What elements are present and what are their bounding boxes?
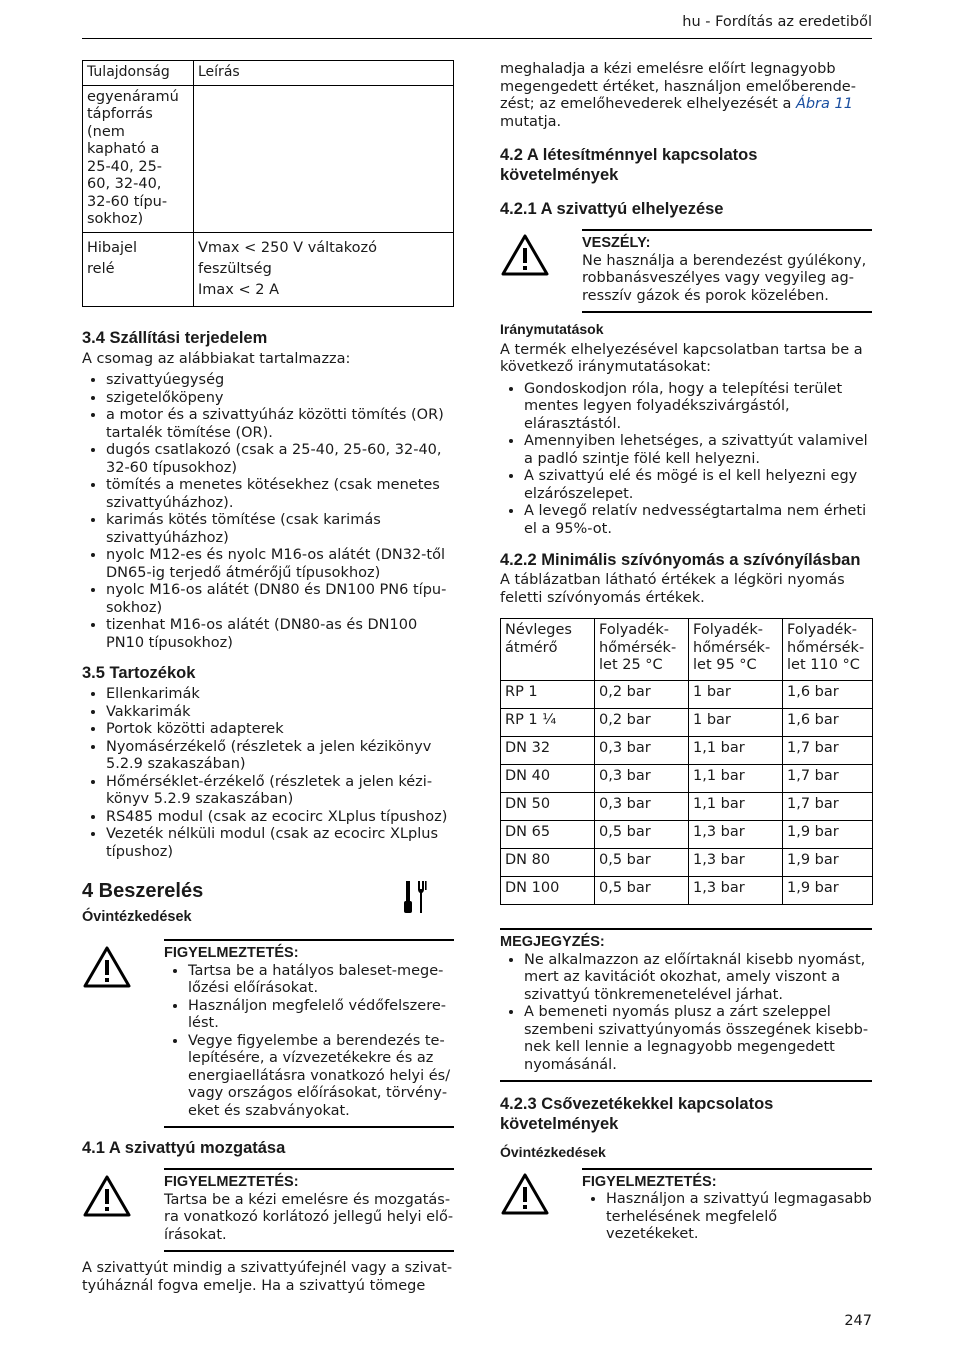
section-4-header <box>82 879 454 939</box>
table-cell: RP 1 ¼ <box>501 709 595 737</box>
table-cell: 1,3 bar <box>689 821 783 849</box>
page-number: 247 <box>844 1313 872 1329</box>
list-item: • Tartsa be a hatályos baleset-megelőzési előírásokat. <box>188 963 454 998</box>
list-item: • Gondoskodjon róla, hogy a telepítési terület mentes legyen folyadékszivárgástól, elárasztástól. <box>524 381 872 434</box>
table-cell: RP 1 <box>501 681 595 709</box>
list-item: • szigetelőköpeny <box>106 390 454 408</box>
header-text: hu - Fordítás az eredetiből <box>682 14 872 30</box>
warning-title: FIGYELMEZTETÉS: <box>164 1174 299 1190</box>
table-header: Folyadékhőmérséklet 95 °C <box>689 619 783 681</box>
table-row <box>501 765 873 793</box>
table-header: Folyadékhőmérséklet 25 °C <box>595 619 689 681</box>
page-header <box>82 14 872 39</box>
list-item: • Amennyiben lehetséges, a szivattyút valamivel a padló szintje fölé kell helyezni. <box>524 433 872 468</box>
cell-line: Imax < 2 A <box>198 281 279 298</box>
table-cell: 0,5 bar <box>595 821 689 849</box>
table-row <box>501 709 873 737</box>
cell-line: Hibajel <box>87 239 137 256</box>
table-cell: 0,3 bar <box>595 793 689 821</box>
note-title: MEGJEGYZÉS: <box>500 934 605 950</box>
table-cell: 0,3 bar <box>595 765 689 793</box>
list-item: • RS485 modul (csak az ecocirc XLplus típushoz) <box>106 809 454 827</box>
table-cell: 1,7 bar <box>783 793 873 821</box>
table-cell: 1,6 bar <box>783 681 873 709</box>
paragraph: A táblázatban látható értékek a légköri nyomás feletti szívónyomás értékek. <box>500 572 845 606</box>
list-item: • karimás kötés tömítése (csak karimás szivattyúházhoz) <box>106 512 454 547</box>
table-cell: egyenáramú tápforrás (nem kapható a 25-40, 25-60, 32-40, 32-60 típusokhoz) <box>83 85 194 232</box>
note-list <box>500 952 872 1075</box>
paragraph-text: meghaladja a kézi emelésre előírt legnagyobb megengedett értéket, használjon emelőberendezést; az emelőhevederek elhelyezését a <box>500 61 856 112</box>
danger-text: Ne használja a berendezést gyúlékony, robbanásveszélyes vagy vegyileg agresszív gázok és porok közelében. <box>582 252 867 304</box>
guidelines-heading: Iránymutatások <box>500 321 604 337</box>
tools-icon <box>402 879 430 915</box>
precautions-heading: Óvintézkedések <box>500 1144 606 1160</box>
table-row <box>501 849 873 877</box>
table-cell: DN 100 <box>501 877 595 905</box>
table-cell: 1,3 bar <box>689 877 783 905</box>
pressure-table-body <box>501 681 873 905</box>
pressure-table <box>500 618 873 905</box>
note-box <box>500 928 872 1082</box>
list-item: • Hőmérséklet-érzékelő (részletek a jelen kézikönyv 5.2.9 szakaszában) <box>106 774 454 809</box>
section-title-4-2-1: 4.2.1 A szivattyú elhelyezése <box>500 200 724 218</box>
list-item: • Ne alkalmazzon az előírtaknál kisebb nyomást, mert az kavitációt okozhat, amely viszont a szivattyú tönkremenetelével járhat. <box>524 952 872 1005</box>
paragraph-text: mutatja. <box>500 113 562 130</box>
warning-title: FIGYELMEZTETÉS: <box>164 945 299 961</box>
list-item: • tömítés a menetes kötésekhez (csak menetes szivattyúházhoz). <box>106 477 454 512</box>
table-cell: 0,3 bar <box>595 737 689 765</box>
table-row <box>501 681 873 709</box>
warning-body <box>164 939 454 1128</box>
right-column <box>500 61 872 1250</box>
list-item: • Portok közötti adapterek <box>106 721 454 739</box>
table-cell <box>83 232 194 306</box>
warning-body <box>164 1168 454 1252</box>
list-item: • Vezeték nélküli modul (csak az ecocirc XLplus típushoz) <box>106 826 454 861</box>
table-cell: DN 50 <box>501 793 595 821</box>
danger-box <box>500 229 872 313</box>
warning-title: FIGYELMEZTETÉS: <box>582 1173 717 1190</box>
warning-box <box>82 939 454 1128</box>
table-cell: 1,1 bar <box>689 737 783 765</box>
warning-icon <box>82 1174 132 1218</box>
table-row <box>501 793 873 821</box>
section-title-4: 4 Beszerelés <box>82 880 204 902</box>
table-cell: DN 40 <box>501 765 595 793</box>
table-cell: 1,7 bar <box>783 765 873 793</box>
list-item: • A bemeneti nyomás plusz a zárt szeleppel szembeni szivattyúnyomás összegének kisebbnek kell lennie a legnagyobb megengedett nyomásánál. <box>524 1004 872 1074</box>
section-title-4-1: 4.1 A szivattyú mozgatása <box>82 1139 286 1157</box>
table-cell: 1,7 bar <box>783 737 873 765</box>
list-item: • A szivattyú elé és mögé is el kell helyezni egy elzárószelepet. <box>524 468 872 503</box>
precautions-heading: Óvintézkedések <box>82 909 192 925</box>
danger-icon <box>500 233 550 277</box>
table-header: Névleges átmérő <box>501 619 595 681</box>
section-title-4-2: 4.2 A létesítménnyel kapcsolatos követelmények <box>500 146 758 184</box>
list-item: • a motor és a szivattyúház közötti tömítés (OR) tartalék tömítése (OR). <box>106 407 454 442</box>
warning-icon <box>500 1172 550 1216</box>
delivery-list <box>82 372 454 652</box>
guidelines-list <box>500 381 872 539</box>
table-cell: 1,3 bar <box>689 849 783 877</box>
list-item: • Nyomásérzékelő (részletek a jelen kézikönyv 5.2.9 szakaszában) <box>106 739 454 774</box>
table-cell <box>194 85 454 232</box>
table-header: Folyadékhőmérséklet 110 °C <box>783 619 873 681</box>
table-header-property: Tulajdonság <box>83 61 194 86</box>
cell-line: relé <box>87 260 115 277</box>
warning-text: Tartsa be a kézi emelésre és mozgatásra vonatkozó korlátozó jellegű helyi előírásokat. <box>164 1191 454 1243</box>
figure-link[interactable]: Ábra 11 <box>795 96 853 112</box>
list-item: • tizenhat M16-os alátét (DN80-as és DN100 PN10 típusokhoz) <box>106 617 454 652</box>
warning-icon <box>82 945 132 989</box>
warning-list <box>164 963 454 1121</box>
table-header-description: Leírás <box>194 61 454 86</box>
accessories-list <box>82 686 454 861</box>
table-cell: 0,2 bar <box>595 681 689 709</box>
table-row <box>501 737 873 765</box>
table-row <box>501 821 873 849</box>
table-cell: 0,5 bar <box>595 849 689 877</box>
property-table <box>82 60 454 307</box>
list-item: • Használjon megfelelő védőfelszerelést. <box>188 998 454 1033</box>
section-title-3-5: 3.5 Tartozékok <box>82 664 196 682</box>
section-title-4-2-3: 4.2.3 Csővezetékekkel kapcsolatos követelmények <box>500 1095 774 1133</box>
warning-box <box>500 1168 872 1250</box>
danger-body <box>582 229 872 313</box>
cell-line: Vmax < 250 V váltakozó feszültség <box>198 239 377 277</box>
table-cell <box>194 232 454 306</box>
list-item: • Használjon a szivattyú legmagasabb terhelésének megfelelő vezetékeket. <box>606 1191 872 1244</box>
table-cell: 1,1 bar <box>689 765 783 793</box>
table-cell: 1,1 bar <box>689 793 783 821</box>
list-item: • A levegő relatív nedvességtartalma nem érheti el a 95%-ot. <box>524 503 872 538</box>
table-cell: 0,5 bar <box>595 877 689 905</box>
paragraph: A csomag az alábbiakat tartalmazza: <box>82 350 351 367</box>
list-item: • nyolc M16-os alátét (DN80 és DN100 PN6 típusokhoz) <box>106 582 454 617</box>
table-cell: 1,9 bar <box>783 821 873 849</box>
table-cell: DN 80 <box>501 849 595 877</box>
table-row <box>501 877 873 905</box>
paragraph: A termék elhelyezésével kapcsolatban tartsa be a következő iránymutatásokat: <box>500 341 863 375</box>
table-cell: DN 32 <box>501 737 595 765</box>
paragraph <box>500 61 872 131</box>
warning-list <box>582 1191 872 1244</box>
list-item: • Ellenkarimák <box>106 686 454 704</box>
table-cell: 1 bar <box>689 709 783 737</box>
list-item: • dugós csatlakozó (csak a 25-40, 25-60, 32-40, 32-60 típusokhoz) <box>106 442 454 477</box>
list-item: • Vakkarimák <box>106 704 454 722</box>
section-title-3-4: 3.4 Szállítási terjedelem <box>82 328 268 347</box>
warning-box <box>82 1168 454 1252</box>
table-cell: 1,9 bar <box>783 877 873 905</box>
table-cell: DN 65 <box>501 821 595 849</box>
table-cell: 0,2 bar <box>595 709 689 737</box>
list-item: • nyolc M12-es és nyolc M16-os alátét (DN32-től DN65-ig terjedő átmérőjű típusokhoz) <box>106 547 454 582</box>
list-item: • szivattyúegység <box>106 372 454 390</box>
table-cell: 1,9 bar <box>783 849 873 877</box>
paragraph: A szivattyút mindig a szivattyúfejnél vagy a szivattyúháznál fogva emelje. Ha a szivattyú tömege <box>82 1260 453 1294</box>
section-title-4-2-2: 4.2.2 Minimális szívónyomás a szívónyílásban <box>500 551 861 569</box>
table-cell: 1,6 bar <box>783 709 873 737</box>
list-item: • Vegye figyelembe a berendezés telepítésére, a vízvezetékekre és az energiaellátásra vonatkozó helyi és/ vagy országos előírásokat, törvényeket és szabványokat. <box>188 1033 454 1121</box>
left-column <box>82 60 454 1295</box>
warning-body <box>582 1168 872 1250</box>
table-cell: 1 bar <box>689 681 783 709</box>
danger-title: VESZÉLY: <box>582 235 651 251</box>
